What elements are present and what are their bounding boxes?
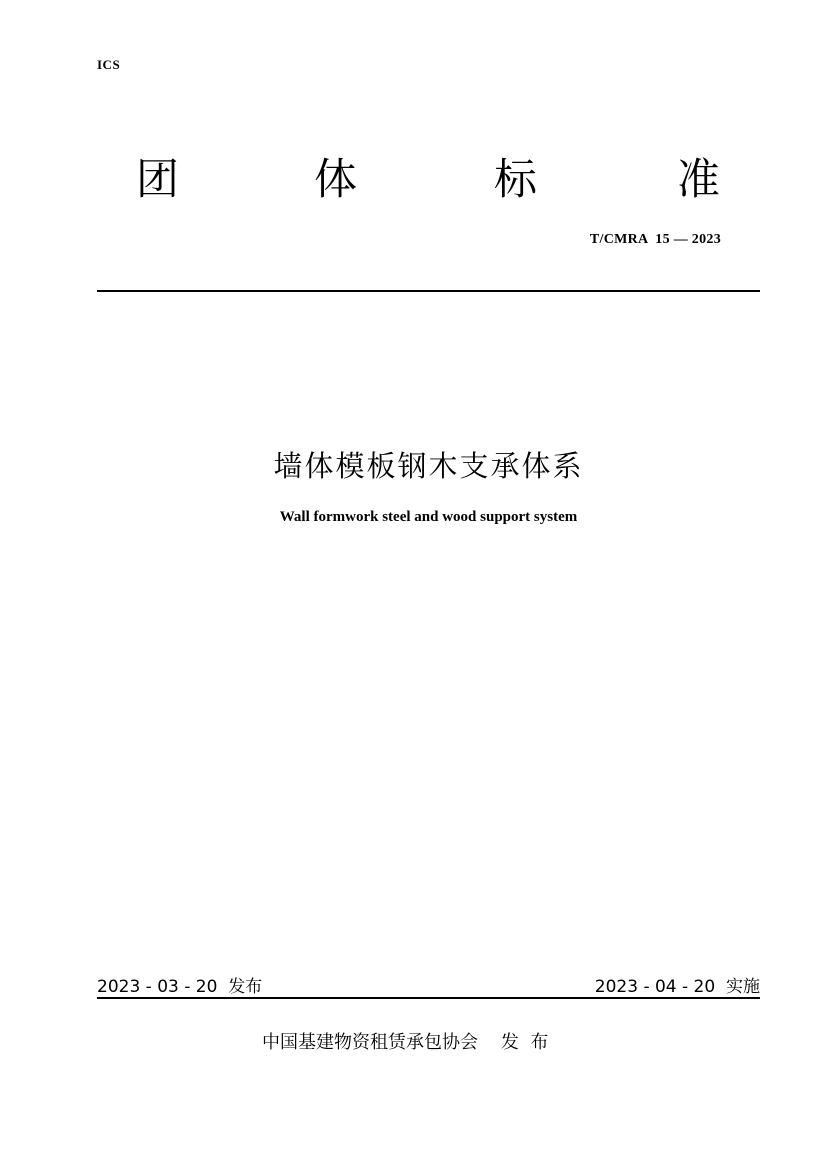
standard-type-char: 团: [136, 155, 179, 205]
implementation-date: 2023 - 04 - 20 实施: [594, 977, 760, 997]
issuing-organization: 中国基建物资租赁承包协会 发 布: [262, 1032, 549, 1053]
footer-divider: [97, 997, 760, 999]
header-divider: [97, 290, 760, 292]
standard-type-char: 准: [677, 155, 720, 205]
standard-number: T/CMRA 15 — 2023: [589, 232, 721, 247]
standard-type-char: 标: [494, 155, 537, 205]
standard-type-char: 体: [314, 155, 357, 205]
document-title-english: Wall formwork steel and wood support system: [279, 509, 578, 525]
ics-label: ICS: [97, 57, 121, 72]
standard-type-heading: [97, 150, 760, 210]
issue-date: 2023 - 03 - 20 发布: [97, 977, 263, 997]
document-title-chinese: 墙体模板钢木支承体系: [273, 449, 584, 483]
